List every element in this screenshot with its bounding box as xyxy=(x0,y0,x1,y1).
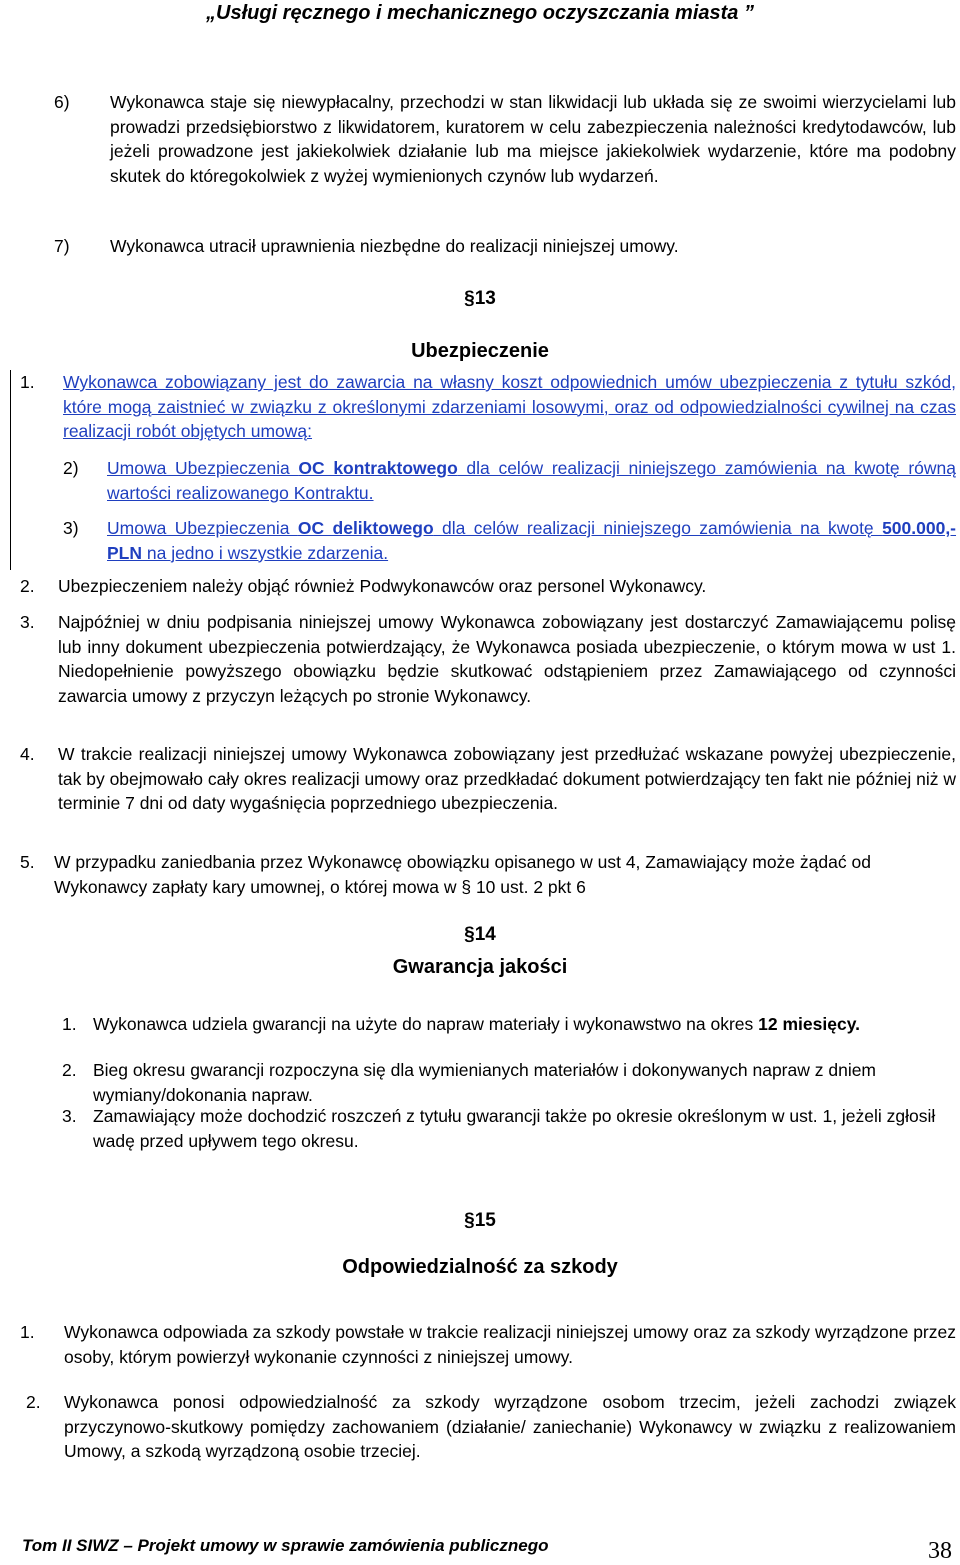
paragraph xyxy=(20,574,956,599)
item-text: Zamawiający może dochodzić roszczeń z tytułu gwarancji także po okresie określonym w ust. 1, jeżeli zgłosił wadę przed upływem tego okresu. xyxy=(93,1106,936,1151)
section-15-number: §15 xyxy=(464,1210,496,1231)
item-number: 3. xyxy=(62,1106,77,1126)
paragraph-text: Wykonawca zobowiązany jest do zawarcia na własny koszt odpowiednich umów ubezpieczenia z tytułu szkód, które mogą zaistnieć w związku z określonymi zdarzeniami losowymi, oraz od odpowiedzialności cywilnej na czas realizacji robót objętych umową: xyxy=(63,372,956,441)
list-item xyxy=(62,1058,956,1107)
paragraph-number: 3. xyxy=(20,612,35,632)
item-text: Bieg okresu gwarancji rozpoczyna się dla wymienianych materiałów i dokonywanych napraw z dniem wymiany/dokonania napraw. xyxy=(93,1060,877,1105)
paragraph xyxy=(20,742,956,816)
section-15-title: Odpowiedzialność za szkody xyxy=(342,1256,618,1278)
paragraph-text: W trakcie realizacji niniejszej umowy Wykonawca zobowiązany jest przedłużać wskazane powyżej ubezpieczenie, tak by obejmowało cały okres realizacji umowy oraz przedkładać dokument potwierdzający ten fakt nie później niż w terminie 7 dni od daty wygaśnięcia poprzedniego ubezpieczenia. xyxy=(58,744,956,813)
paragraph-number: 1. xyxy=(20,372,35,392)
list-item xyxy=(54,234,956,259)
section-14-title: Gwarancja jakości xyxy=(392,956,568,978)
sub-item xyxy=(63,456,956,505)
paragraph-text: Wykonawca ponosi odpowiedzialność za szkody wyrządzone osobom trzecim, jeżeli zachodzi związek przyczynowo-skutkowy pomiędzy zachowaniem (działanie/ zaniechanie) Wykonawcy w związku z realizowaniem Umowy, a szkodą wyrządzoną osobie trzeciej. xyxy=(64,1392,956,1461)
paragraph-number: 2. xyxy=(26,1392,41,1412)
item-text: Wykonawca udziela gwarancji na użyte do napraw materiały i wykonawstwo na okres 12 miesięcy. xyxy=(93,1014,860,1034)
sub-item-number: 3) xyxy=(63,518,79,538)
item-text: Wykonawca utracił uprawnienia niezbędne do realizacji niniejszej umowy. xyxy=(110,236,679,256)
paragraph-number: 5. xyxy=(20,852,35,872)
paragraph-text: Najpóźniej w dniu podpisania niniejszej umowy Wykonawca zobowiązany jest dostarczyć Zamawiającemu polisę lub inny dokument ubezpieczenia potwierdzający, że Wykonawca posiada ubezpieczenie, o którym mowa w ust 1. Niedopełnienie powyższego obowiązku będzie skutkować odstąpieniem przez Zamawiającego od czynności zawarcia umowy z przyczyn leżących po stronie Wykonawcy. xyxy=(58,612,956,706)
paragraph-text: Wykonawca odpowiada za szkody powstałe w trakcie realizacji niniejszej umowy oraz za szkody wyrządzone przez osoby, którym powierzył wykonanie czynności z niniejszej umowy. xyxy=(64,1322,956,1367)
paragraph xyxy=(20,610,956,708)
paragraph xyxy=(26,1390,956,1464)
section-13-title: Ubezpieczenie xyxy=(411,340,549,362)
list-item xyxy=(62,1104,956,1153)
paragraph xyxy=(20,370,956,444)
paragraph-text: Ubezpieczeniem należy objąć również Podwykonawców oraz personel Wykonawcy. xyxy=(58,576,707,596)
paragraph-number: 2. xyxy=(20,576,35,596)
item-number: 1. xyxy=(62,1014,77,1034)
list-item xyxy=(54,90,956,188)
section-13-number: §13 xyxy=(464,288,496,309)
sub-item xyxy=(63,516,956,565)
item-number: 2. xyxy=(62,1060,77,1080)
paragraph-number: 4. xyxy=(20,744,35,764)
item-number: 6) xyxy=(54,92,70,112)
paragraph-number: 1. xyxy=(20,1322,35,1342)
item-number: 7) xyxy=(54,236,70,256)
item-text: Wykonawca staje się niewypłacalny, przechodzi w stan likwidacji lub układa się ze swoimi wierzycielami lub prowadzi przedsiębiorstwo z likwidatorem, kuratorem w celu zabezpieczenia należności kredytodawców, lub jeżeli prowadzone jest jakiekolwiek działanie lub ma miejsce jakiekolwiek wydarzenie, które ma podobny skutek do któregokolwiek z wyżej wymienionych czynów lub wydarzeń. xyxy=(110,92,956,186)
section-14-number: §14 xyxy=(464,924,496,945)
paragraph-text: W przypadku zaniedbania przez Wykonawcę obowiązku opisanego w ust 4, Zamawiający może żądać od Wykonawcy zapłaty kary umownej, o której mowa w § 10 ust. 2 pkt 6 xyxy=(54,852,871,897)
sub-item-text: Umowa Ubezpieczenia OC kontraktowego dla celów realizacji niniejszego zamówienia na kwotę równą wartości realizowanego Kontraktu. xyxy=(107,458,956,503)
list-item xyxy=(62,1012,956,1037)
document-header: „Usługi ręcznego i mechanicznego oczyszczania miasta ” xyxy=(206,2,754,24)
sub-item-number: 2) xyxy=(63,458,79,478)
change-bar xyxy=(10,370,11,570)
footer-text: Tom II SIWZ – Projekt umowy w sprawie zamówienia publicznego xyxy=(22,1536,549,1555)
page-number: 38 xyxy=(928,1538,952,1564)
paragraph xyxy=(20,1320,956,1369)
paragraph xyxy=(20,850,956,899)
sub-item-text: Umowa Ubezpieczenia OC deliktowego dla celów realizacji niniejszego zamówienia na kwotę 500.000,- PLN na jedno i wszystkie zdarzenia. xyxy=(107,518,957,563)
